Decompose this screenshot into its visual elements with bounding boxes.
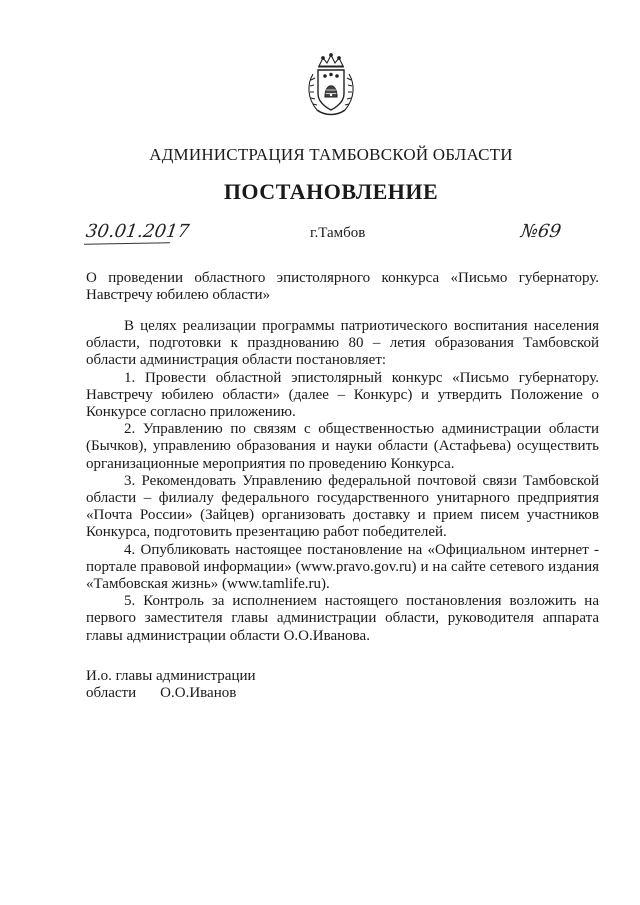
body-item-4: 4. Опубликовать настоящее постановление на «Официальном интернет - портале правовой информации» (www.pravo.gov.ru) и на сайте сетевого издания «Тамбовская жизнь» (www.tamlife.ru). (86, 541, 599, 593)
body-item-5: 5. Контроль за исполнением настоящего постановления возложить на первого заместителя главы администрации области, руководителя аппарата главы администрации области О.О.Иванова. (86, 593, 599, 644)
body-intro-paragraph: В целях реализации программы патриотического воспитания населения области, подготовки к празднованию 80 – летия образования Тамбовской области администрация области постановляет: (86, 318, 599, 369)
document-date: 30.01.2017 (84, 221, 191, 242)
body-item-1: 1. Провести областной эпистолярный конкурс «Письмо губернатору. Навстречу юбилею области» (далее – Конкурс) и утвердить Положение о Конкурсе согласно приложению. (86, 369, 599, 421)
date-underline (84, 242, 170, 245)
body-item-3: 3. Рекомендовать Управлению федеральной почтовой связи Тамбовской области – филиалу федерального государственного унитарного предприятия «Почта России» (Зайцев) организовать доставку и прием писем участников Конкурса, подготовить презентацию работ победителей. (86, 472, 599, 541)
signatory-position-line2 (86, 685, 256, 702)
coat-of-arms-emblem (301, 52, 361, 120)
document-number: №69 (519, 221, 563, 242)
document-subject: О проведении областного эпистолярного конкурса «Письмо губернатору. Навстречу юбилею области» (86, 270, 599, 303)
document-body (86, 318, 599, 645)
document-type-title: ПОСТАНОВЛЕНИЕ (223, 179, 439, 204)
document-city: г.Тамбов (310, 225, 366, 241)
organization-name: АДМИНИСТРАЦИЯ ТАМБОВСКОЙ ОБЛАСТИ (149, 145, 513, 164)
signature-block (86, 668, 256, 702)
signatory-position-line1: И.о. главы администрации (86, 668, 256, 684)
signatory-name: О.О.Иванов (160, 685, 237, 701)
body-item-2: 2. Управлению по связям с общественностью администрации области (Бычков), управлению образования и науки области (Астафьева) осуществить организационные мероприятия по проведению Конкурса. (86, 421, 599, 472)
signatory-position-region: области (86, 685, 137, 701)
